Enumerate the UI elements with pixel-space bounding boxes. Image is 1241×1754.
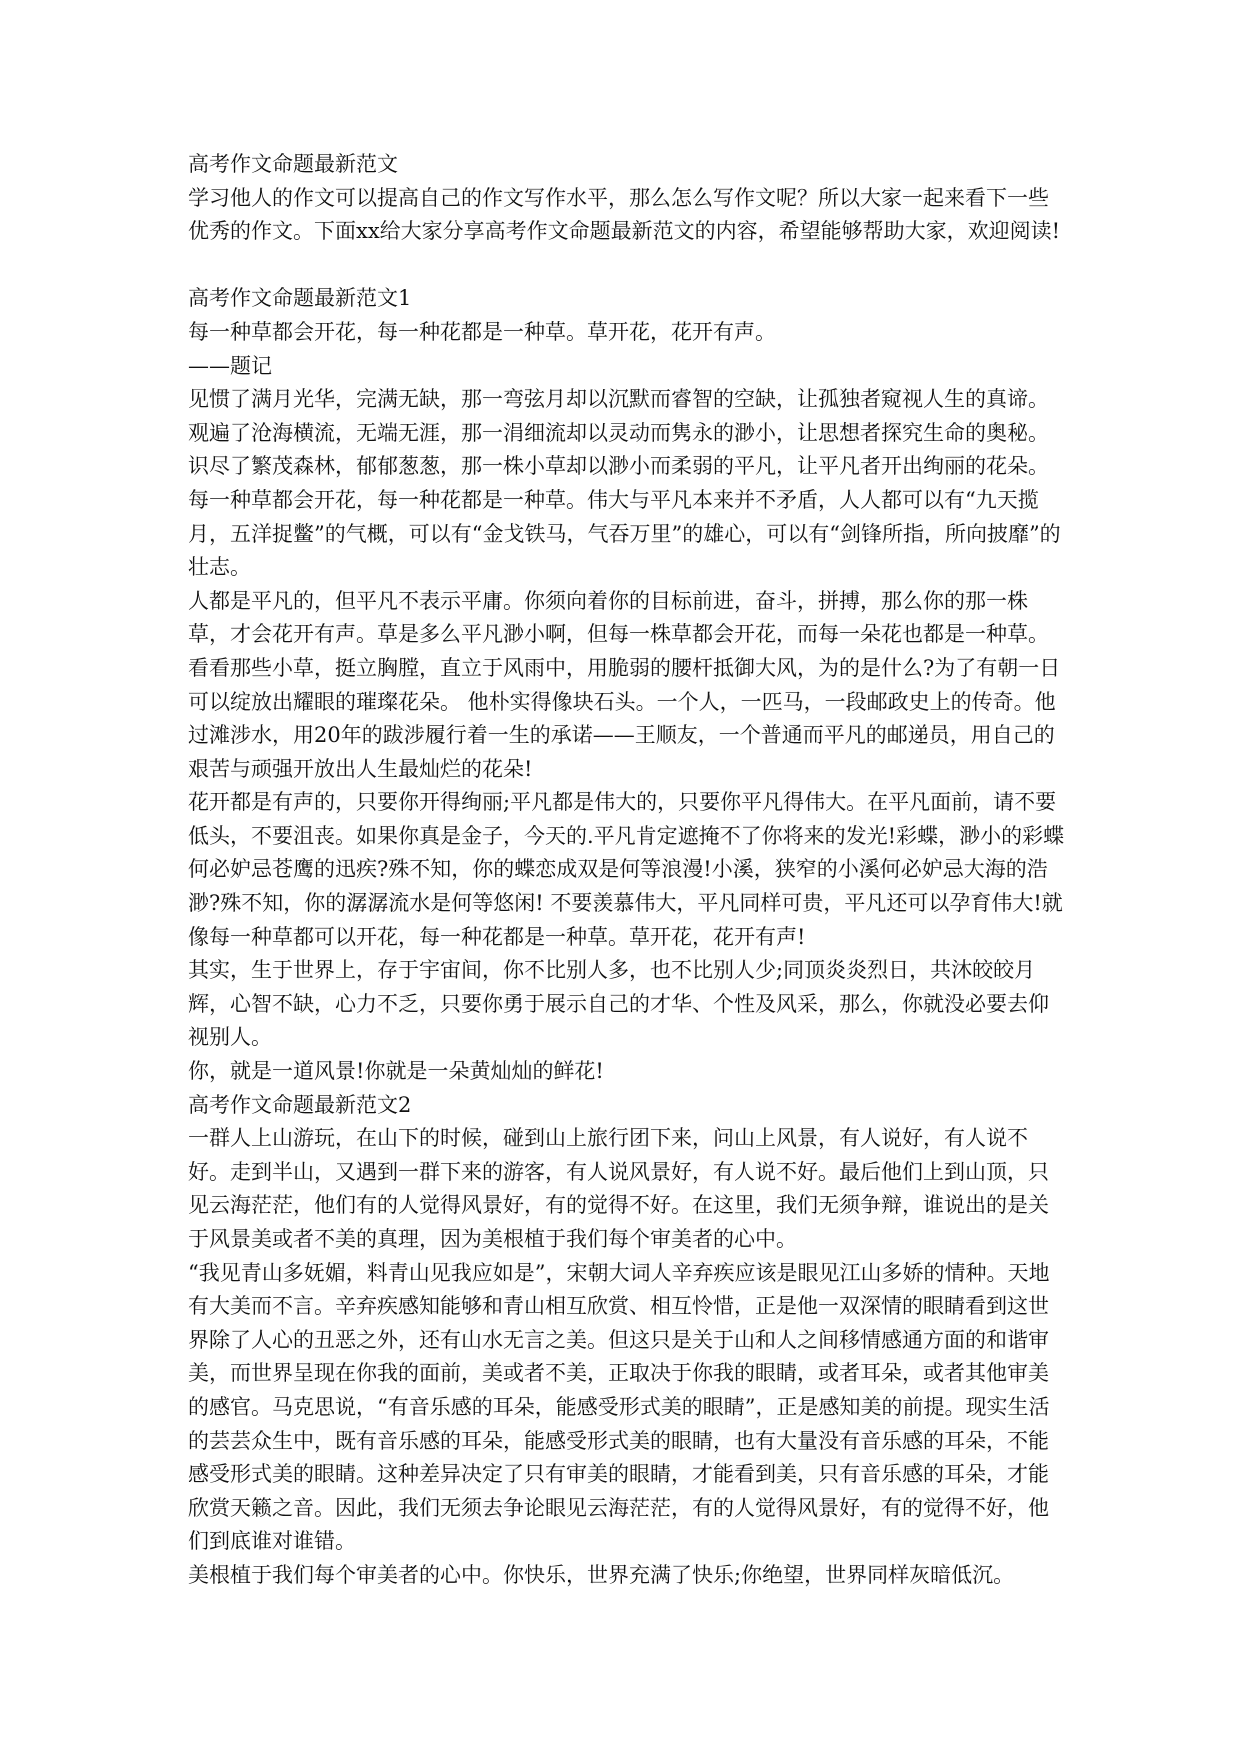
essay2-paragraph: 一群人上山游玩，在山下的时候，碰到山上旅行团下来，问山上风景，有人说好，有人说不好。走到半山，又遇到一群下来的游客，有人说风景好，有人说不好。最后他们上到山顶，只见云海茫茫，他们有的人觉得风景好，有的觉得不好。在这里，我们无须争辩，谁说出的是关于风景美或者不美的真理，因为美根植于我们每个审美者的心中。: [188, 1126, 1049, 1251]
document-title: 高考作文命题最新范文: [188, 152, 398, 176]
essay1-paragraph: 其实，生于世界上，存于宇宙间，你不比别人多，也不比别人少;同顶炎炎烈日，共沐皎皎月辉，心智不缺，心力不乏，只要你勇于展示自己的才华、个性及风采，那么，你就没必要去仰视别人。: [188, 958, 1049, 1050]
essay1-heading: 高考作文命题最新范文1: [188, 286, 412, 311]
essay1-paragraph: 见惯了满月光华，完满无缺，那一弯弦月却以沉默而睿智的空缺，让孤独者窥视人生的真谛。: [188, 387, 1049, 412]
essay1-paragraph: 观遍了沧海横流，无端无涯，那一涓细流却以灵动而隽永的渺小，让思想者探究生命的奥秘。: [188, 420, 1049, 445]
essay2-paragraph: 美根植于我们每个审美者的心中。你快乐，世界充满了快乐;你绝望，世界同样灰暗低沉。: [188, 1562, 1015, 1587]
essay1-epigraph-source: ——题记: [188, 353, 272, 378]
blank-line: [188, 249, 1068, 283]
document-page: [188, 148, 1068, 1593]
essay1-paragraph: 识尽了繁茂森林，郁郁葱葱，那一株小草却以渺小而柔弱的平凡，让平凡者开出绚丽的花朵。: [188, 454, 1049, 479]
essay1-paragraph: 花开都是有声的，只要你开得绚丽;平凡都是伟大的，只要你平凡得伟大。在平凡面前，请不要低头，不要沮丧。如果你真是金子，今天的.平凡肯定遮掩不了你将来的发光!彩蝶，渺小的彩蝶何必妒忌苍鹰的迅疾?殊不知，你的蝶恋成双是何等浪漫!小溪，狭窄的小溪何必妒忌大海的浩渺?殊不知，你的潺潺流水是何等悠闲! 不要羡慕伟大，平凡同样可贵，平凡还可以孕育伟大!就像每一种草都可以开花，每一种花都是一种草。草开花，花开有声!: [188, 790, 1065, 949]
essay1-paragraph: 你，就是一道风景!你就是一朵黄灿灿的鲜花!: [188, 1059, 604, 1084]
essay1-paragraph: 人都是平凡的，但平凡不表示平庸。你须向着你的目标前进，奋斗，拼搏，那么你的那一株草，才会花开有声。草是多么平凡渺小啊，但每一株草都会开花，而每一朵花也都是一种草。看看那些小草，挺立胸膛，直立于风雨中，用脆弱的腰杆抵御大风，为的是什么?为了有朝一日可以绽放出耀眼的璀璨花朵。 他朴实得像块石头。一个人，一匹马，一段邮政史上的传奇。他过滩涉水，用20年的跋涉履行着一生的承诺——王顺友，一个普通而平凡的邮递员，用自己的艰苦与顽强开放出人生最灿烂的花朵!: [188, 588, 1061, 781]
intro-paragraph: 学习他人的作文可以提高自己的作文写作水平，那么怎么写作文呢？所以大家一起来看下一些优秀的作文。下面xx给大家分享高考作文命题最新范文的内容，希望能够帮助大家，欢迎阅读!: [188, 185, 1061, 244]
essay2-heading: 高考作文命题最新范文2: [188, 1092, 412, 1117]
essay1-epigraph: 每一种草都会开花，每一种花都是一种草。草开花，花开有声。: [188, 319, 776, 344]
essay2-paragraph: “我见青山多妩媚，料青山见我应如是”，宋朝大词人辛弃疾应该是眼见江山多娇的情种。天地有大美而不言。辛弃疾感知能够和青山相互欣赏、相互怜惜，正是他一双深情的眼睛看到这世界除了人心的丑恶之外，还有山水无言之美。但这只是关于山和人之间移情感通方面的和谐审美，而世界呈现在你我的面前，美或者不美，正取决于你我的眼睛，或者耳朵，或者其他审美的感官。马克思说，“有音乐感的耳朵，能感受形式美的眼睛”，正是感知美的前提。现实生活的芸芸众生中，既有音乐感的耳朵，能感受形式美的眼睛，也有大量没有音乐感的耳朵，不能感受形式美的眼睛。这种差异决定了只有审美的眼睛，才能看到美，只有音乐感的耳朵，才能欣赏天籁之音。因此，我们无须去争论眼见云海茫茫，有的人觉得风景好，有的觉得不好，他们到底谁对谁错。: [188, 1260, 1050, 1554]
essay1-paragraph: 每一种草都会开花，每一种花都是一种草。伟大与平凡本来并不矛盾，人人都可以有“九天揽月，五洋捉鳖”的气概，可以有“金戈铁马，气吞万里”的雄心，可以有“剑锋所指，所向披靡”的壮志。: [188, 487, 1061, 580]
